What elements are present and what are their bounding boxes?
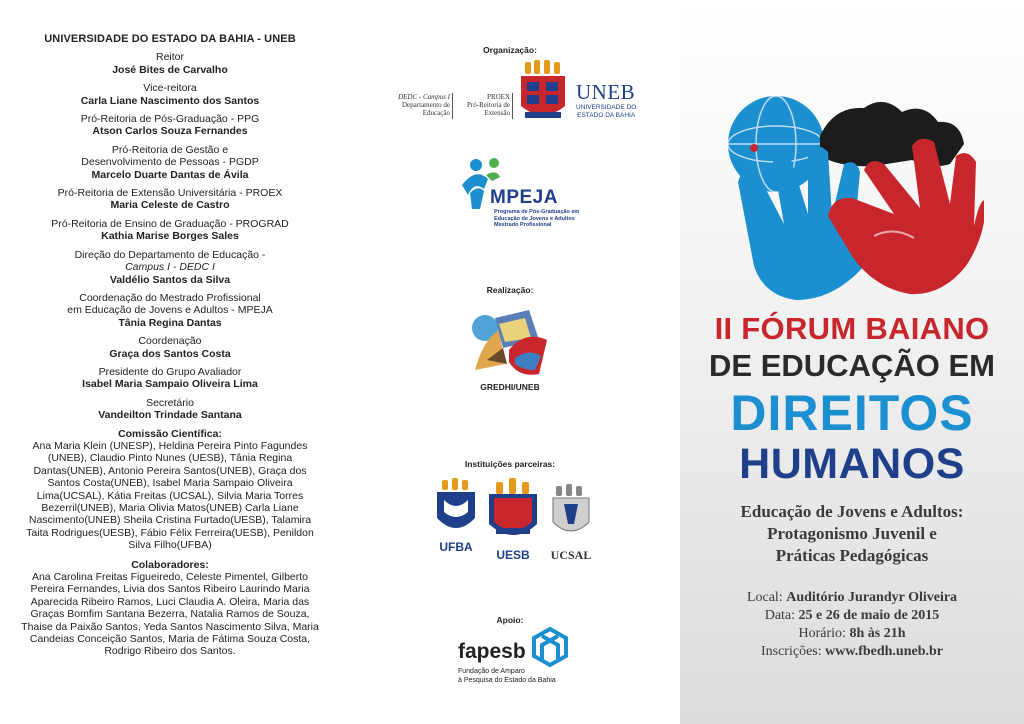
role-entry (0, 292, 340, 329)
organizacao-label: Organização: (483, 45, 537, 55)
role-entry (0, 397, 340, 422)
role-entry (0, 144, 340, 181)
mpeja-sub: Programa de Pós-Graduação em Educação de Jovens e Adultos Mestrado Profissional (494, 209, 580, 228)
local-line: Local: Auditório Jurandyr Oliveira (746, 590, 958, 605)
ufba-label: UFBA (439, 540, 473, 554)
fapesb-title: fapesb (458, 640, 526, 663)
subtitle-line-3: Práticas Pedagógicas (775, 546, 929, 565)
globe-hands-illustration-icon (724, 86, 984, 308)
apoio-label: Apoio: (496, 615, 524, 625)
role-entry (0, 335, 340, 360)
mpeja-title: MPEJA (490, 187, 558, 208)
role-title: Pró-Reitoria de Pós-Graduação - PPG (80, 113, 260, 126)
role-title: Coordenação do Mestrado Profissional (79, 291, 261, 304)
university-name: UNIVERSIDADE DO ESTADO DA BAHIA - UNEB (44, 33, 296, 45)
uesb-label: UESB (496, 548, 530, 562)
role-entry (0, 113, 340, 138)
subtitle-line-2: Protagonismo Juvenil e (767, 524, 937, 543)
role-name: Graça dos Santos Costa (109, 347, 231, 360)
role-entry (0, 82, 340, 107)
proex-text: PROEX Pró-Reitoria de Extensão (467, 93, 510, 117)
role-title: Secretário (146, 396, 194, 409)
role-name: Carla Liane Nascimento dos Santos (80, 94, 260, 107)
uesb-crest-icon (486, 478, 540, 548)
parceiras-label: Instituições parceiras: (464, 459, 556, 469)
ucsal-crest-icon (550, 484, 592, 542)
role-title: Presidente do Grupo Avaliador (98, 365, 242, 378)
fapesb-knot-icon (530, 626, 570, 668)
mpeja-logo (458, 155, 578, 235)
role-entry (0, 187, 340, 212)
role-name: Atson Carlos Souza Fernandes (92, 125, 248, 138)
role-entry (0, 51, 340, 76)
role-title: Reitor (155, 51, 184, 64)
cover-panel (680, 0, 1024, 724)
role-name: Kathia Marise Borges Sales (101, 230, 239, 243)
roles-list (0, 51, 340, 421)
inscricoes-link[interactable]: www.fbedh.uneb.br (825, 644, 944, 659)
organizer-logos (384, 58, 644, 130)
inscricoes-line: Inscrições: www.fbedh.uneb.br (760, 644, 944, 659)
fapesb-logo (458, 626, 588, 692)
uneb-logo-text: UNEB (576, 80, 636, 104)
comissao-title: Comissão Científica: (118, 427, 222, 440)
dedc-text: DEDC - Campus I Departamento de Educação (398, 93, 450, 117)
role-name: Marcelo Duarte Dantas de Ávila (91, 168, 249, 181)
role-entry (0, 218, 340, 243)
fapesb-sub: Fundação de Amparo à Pesquisa do Estado da Bahia (458, 668, 556, 684)
title-line-2: DE EDUCAÇÃO EM (709, 348, 995, 383)
role-title-cont: em Educação de Jovens e Adultos - MPEJA (67, 304, 273, 317)
role-title: Pró-Reitoria de Extensão Universitária - PROEX (57, 187, 283, 200)
horario-line: Horário: 8h às 21h (798, 626, 906, 641)
role-title: Direção do Departamento de Educação - (74, 248, 266, 261)
subtitle-line-1: Educação de Jovens e Adultos: (740, 502, 964, 521)
ucsal-label: UCSAL (550, 548, 592, 562)
data-line: Data: 25 e 26 de maio de 2015 (764, 608, 940, 623)
role-title-cont: Campus I - DEDC I (125, 261, 215, 274)
uneb-logo-sub: UNIVERSIDADE DO ESTADO DA BAHIA (576, 104, 637, 119)
role-entry (0, 366, 340, 391)
colaboradores-title: Colaboradores: (131, 558, 209, 571)
role-title: Coordenação (138, 335, 202, 348)
role-name: José Bites de Carvalho (112, 63, 228, 76)
credits-panel (0, 0, 340, 724)
sponsors-panel (340, 0, 680, 724)
gredhi-hands-icon (469, 300, 553, 382)
role-name: Valdélio Santos da Silva (109, 273, 231, 286)
gredhi-label: GREDHI/UNEB (480, 382, 540, 392)
role-title: Pró-Reitoria de Gestão e (111, 143, 229, 156)
title-line-4: HUMANOS (739, 440, 965, 488)
title-line-1: II FÓRUM BAIANO (714, 311, 990, 346)
role-name: Vandeilton Trindade Santana (98, 409, 242, 422)
role-name: Isabel Maria Sampaio Oliveira Lima (82, 378, 258, 391)
comissao-text: Ana Maria Klein (UNESP), Heldina Pereira Pinto Fagundes (UNEB), Claudio Pinto Nunes (UESB), Tânia Regina Dantas(UNEB), Antonio Pereira Santos(UNEB), Graça dos Santos Costa(UNEB), Isabel Maria Sampaio Oliveira Lima(UCSAL), Kátia Freitas (UCSAL), Silvia Maria Torres Bezerril(UNEB), Maria Olivia Matos(UNEB) Carla Liane Nascimento(UNEB) Sheila Cristina Furtado(UESB), Talamira Taita Rodrigues(UESB), Fábio Félix Ferreira(UESB), Penildon Silva Filho(UFBA) (26, 439, 314, 552)
colaboradores-text: Ana Carolina Freitas Figueiredo, Celeste Pimentel, Gilberto Pereira Fernandes, Livia dos Santos Ribeiro Laurindo Maria Aparecida Ribeiro Ramos, Luci Claudia A. Oleira, Maria das Graças Bomfim Santana Bezerra, Natalia Ramos de Souza, Thaise da Paixão Santos, Yeda Santos Nascimento Silva, Maria Candeias Conceição Santos, Maria de Fátima Souza Costa, Rodrigo Ribeiro dos Santos. (21, 571, 319, 658)
realizacao-label: Realização: (486, 285, 534, 295)
role-title-cont: Desenvolvimento de Pessoas - PGDP (81, 156, 259, 169)
role-entry (0, 249, 340, 286)
role-title: Pró-Reitoria de Ensino de Graduação - PROGRAD (51, 217, 289, 230)
role-name: Tânia Regina Dantas (118, 316, 222, 329)
title-line-3: DIREITOS (730, 385, 974, 441)
role-name: Maria Celeste de Castro (110, 199, 230, 212)
ufba-crest-icon (434, 478, 478, 542)
role-title: Vice-reitora (143, 82, 197, 95)
uneb-crest-icon (517, 58, 569, 128)
